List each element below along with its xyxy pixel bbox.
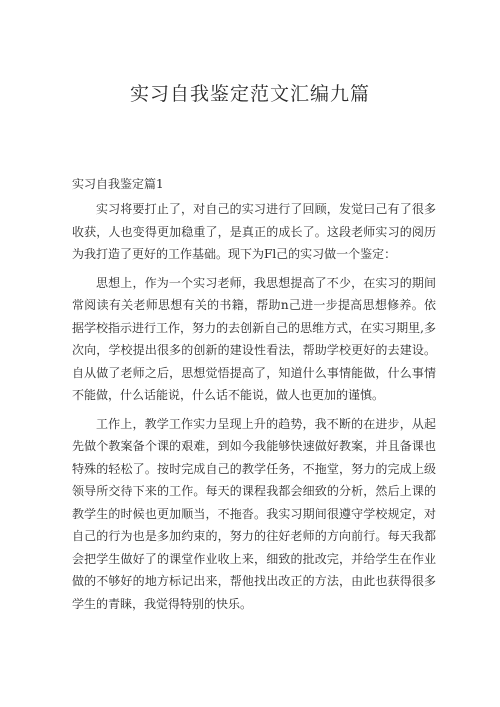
body-text [72, 198, 436, 621]
paragraph-3: 工作上，教学工作实力呈现上升的趋势，我不断的在进步，从起先做个教案备个课的艰难，到如今我能够快速做好教案，并且备课也特殊的轻松了。按时完成自己的教学任务，不拖堂，努力的完成上级领导所交待下来的工作。每天的课程我都会细致的分析，然后上课的教学生的时候也更加顺当，不拖沓。我实习期间很遵守学校规定，对自己的行为也是多加约束的，努力的往好老师的方向前行。每天我都会把学生做好了的课堂作业收上来，细致的批改完，并给学生在作业做的不够好的地方标记出来，帮他找出改正的方法，由此也获得很多学生的青睐，我觉得特别的快乐。 [72, 416, 436, 611]
document-title: 实习自我鉴定范文汇编九篇 [129, 83, 370, 105]
paragraph-1: 实习将要打止了，对自己的实习进行了回顾，发觉曰己有了很多收获，人也变得更加稳重了，是真正的成长了。这段老师实习的阅历为我打造了更好的工作基础。现下为Fl己的实习做一个鉴定： [72, 202, 436, 261]
section-heading: 实习自我鉴定篇1 [72, 177, 164, 191]
paragraph-2: 思想上，作为一个实习老师，我思想提高了不少，在实习的期间常阅读有关老师思想有关的书籍，帮助n己进一步提高思想修养。依据学校指示进行工作，努力的去创新自己的思维方式，在实习期里,多次向，学校提出很多的创新的建设性看法，帮助学校更好的去建设。自从做了老师之后，思想觉悟提高了，知道什么事情能做，什么事情不能做，什么话能说，什么话不能说，做人也更加的谨慎。 [72, 275, 436, 402]
